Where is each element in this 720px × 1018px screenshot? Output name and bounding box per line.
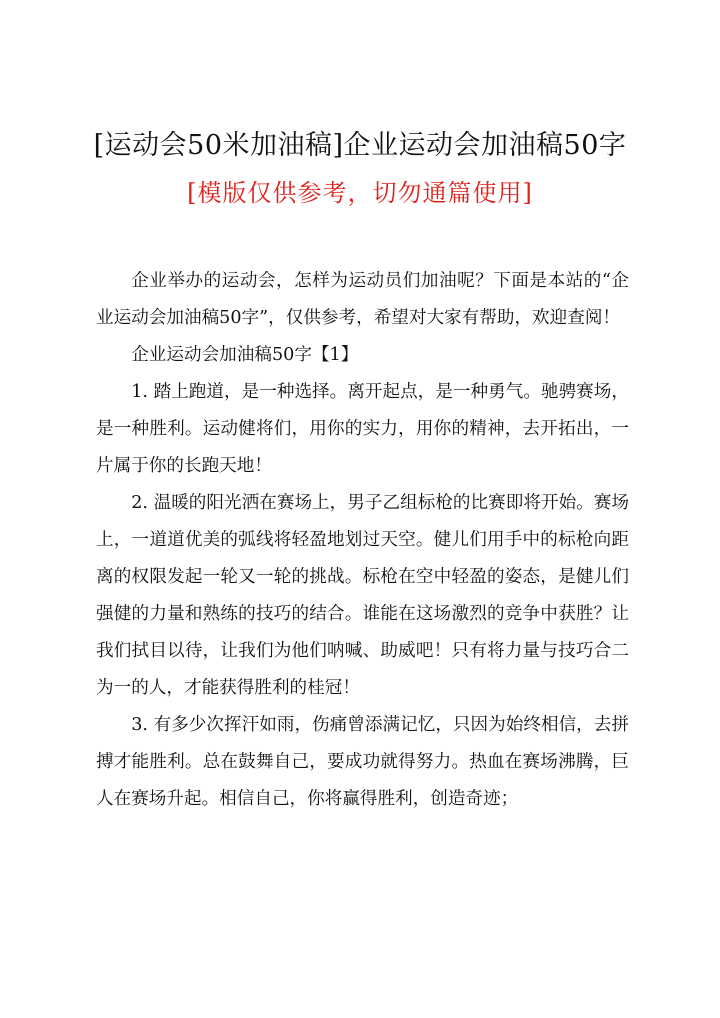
body-paragraph-2: 2. 温暖的阳光洒在赛场上，男子乙组标枪的比赛即将开始。赛场上，一道道优美的弧线将轻盈地划过天空。健儿们用手中的标枪向距离的权限发起一轮又一轮的挑战。标枪在空中轻盈的姿态，是健儿们强健的力量和熟练的技巧的结合。谁能在这场激烈的竞争中获胜？让我们拭目以待，让我们为他们呐喊、助威吧！只有将力量与技巧合二为一的人，才能获得胜利的桂冠！ [96, 493, 629, 698]
section-heading: 企业运动会加油稿50字【1】 [131, 345, 359, 365]
document-subtitle: [模版仅供参考，切勿通篇使用] [187, 179, 533, 207]
body-paragraph-3: 3. 有多少次挥汗如雨，伤痛曾添满记忆，只因为始终相信，去拼搏才能胜利。总在鼓舞自己，要成功就得努力。热血在赛场沸腾，巨人在赛场升起。相信自己，你将赢得胜利，创造奇迹； [96, 715, 629, 809]
intro-paragraph: 企业举办的运动会，怎样为运动员们加油呢？下面是本站的“企业运动会加油稿50字”，仅供参考，希望对大家有帮助，欢迎查阅！ [96, 271, 629, 328]
document-title: [运动会50米加油稿]企业运动会加油稿50字 [93, 130, 627, 161]
body-paragraph-1: 1. 踏上跑道，是一种选择。离开起点，是一种勇气。驰骋赛场，是一种胜利。运动健将们，用你的实力，用你的精神，去开拓出，一片属于你的长跑天地！ [96, 382, 629, 476]
document-body [96, 263, 629, 818]
